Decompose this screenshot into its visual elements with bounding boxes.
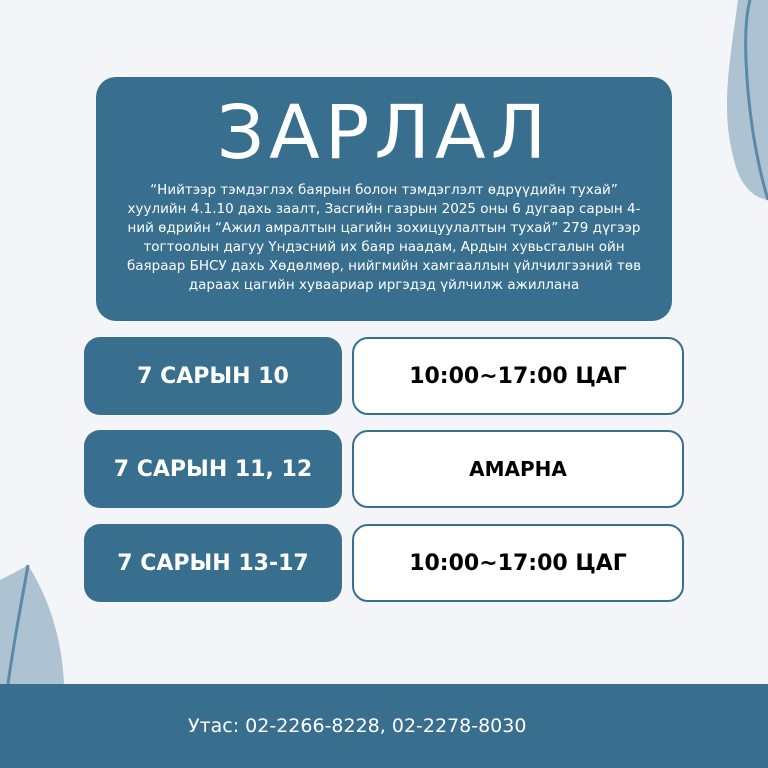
- schedule-row: [84, 337, 684, 415]
- schedule-row: [84, 524, 684, 602]
- announcement-card: [96, 77, 672, 321]
- schedule-date: 7 САРЫН 10: [84, 337, 342, 415]
- page-title: ЗАРЛАЛ: [216, 90, 552, 176]
- contact-phone: Утас: 02-2266-8228, 02-2278-8030: [188, 715, 527, 737]
- schedule-row: [84, 430, 684, 508]
- announcement-text: “Нийтээр тэмдэглэх баярын болон тэмдэглэлт өдрүүдийн тухай” хуулийн 4.1.10 дахь заалт, Засгийн газрын 2025 оны 6 дугаар сарын 4-ний өдрийн “Ажил амралтын цагийн зохицуулалтын тухай” 279 дүгээр тогтоолын дагуу Үндэсний их баяр наадам, Ардын хувьсгалын ойн баяраар БНСУ дахь Хөдөлмөр, нийгмийн хамгааллын үйлчилгээний төв дараах цагийн хуваариар иргэдэд үйлчилж ажиллана: [126, 182, 642, 293]
- schedule-date: 7 САРЫН 13-17: [84, 524, 342, 602]
- schedule-hours: 10:00~17:00 ЦАГ: [352, 337, 684, 415]
- leaf-decoration-icon: [0, 560, 80, 690]
- schedule-date: 7 САРЫН 11, 12: [84, 430, 342, 508]
- footer-bar: [0, 684, 768, 768]
- leaf-decoration-icon: [668, 0, 768, 210]
- schedule-hours: 10:00~17:00 ЦАГ: [352, 524, 684, 602]
- schedule-hours: АМАРНА: [352, 430, 684, 508]
